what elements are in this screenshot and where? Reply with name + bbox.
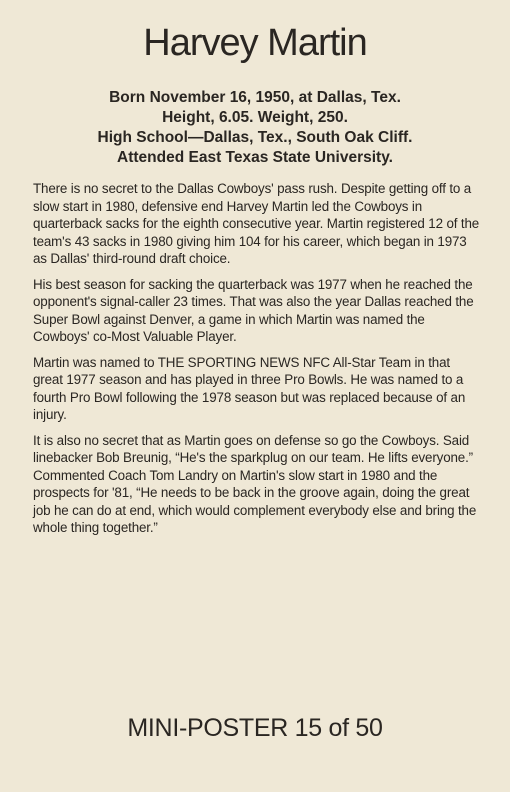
bio-birth-line: Born November 16, 1950, at Dallas, Tex. [109, 89, 401, 106]
paragraph: Martin was named to THE SPORTING NEWS NFC All-Star Team in that great 1977 season and has played in three Pro Bowls. He was named to a fourth Pro Bowl following the 1978 season but was replaced because of an injury. [33, 354, 466, 422]
paragraph: There is no secret to the Dallas Cowboys' pass rush. Despite getting off to a slow start in 1980, defensive end Harvey Martin led the Cowboys in quarterback sacks for the eighth consecutive year. Martin registered 12 of the team's 43 sacks in 1980 giving him 104 for his career, which began in 1973 as Dallas' third-round draft choice. [33, 181, 480, 266]
paragraph: His best season for sacking the quarterback was 1977 when he reached the opponent's signal-caller 23 times. That was also the year Dallas reached the Super Bowl against Denver, a game in which Martin was named the Cowboys' co-Most Valuable Player. [33, 276, 474, 344]
paragraph: It is also no secret that as Martin goes on defense so go the Cowboys. Said linebacker Bob Breunig, “He's the sparkplug on our team. He lifts everyone.” Commented Coach Tom Landry on Martin's slow start in 1980 and the prospects for '81, “He needs to be back in the groove again, doing the great job he can do at end, which would complement everybody else and bring the whole thing together.” [33, 432, 477, 535]
bio-high-school-line: High School—Dallas, Tex., South Oak Cliff. [97, 129, 413, 146]
career-summary [33, 180, 483, 545]
player-bio [0, 88, 510, 168]
bio-college-line: Attended East Texas State University. [117, 149, 393, 166]
mini-poster-number: MINI-POSTER 15 of 50 [127, 714, 383, 742]
bio-height-weight-line: Height, 6.05. Weight, 250. [162, 109, 348, 126]
player-name-title: Harvey Martin [143, 22, 367, 64]
